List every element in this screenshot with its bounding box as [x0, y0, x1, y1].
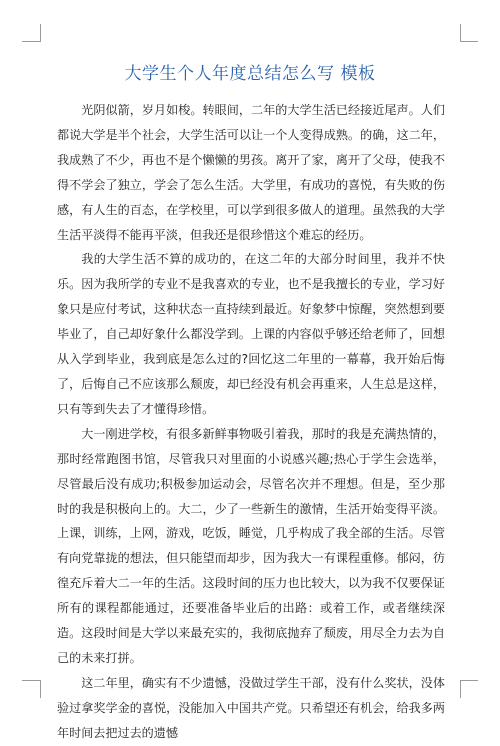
crop-mark-bottom-left	[40, 680, 41, 698]
crop-mark-top-right	[460, 24, 461, 42]
paragraph-3: 大一刚进学校，有很多新鲜事物吸引着我，那时的我是充满热情的，那时经常跑图书馆，尽管我只对里面的小说感兴趣;热心于学生会选举，尽管最后没有成功;积极参加运动会，尽管名次并不理想。但是，至少那时的我是积极向上的。大二，少了一些新生的激情，生活开始变得平淡。上课，训练，上网，游戏，吃饭，睡觉，几乎构成了我全部的生活。尽管有向党靠拢的想法，但只能望而却步，因为我大一有课程重修。郁闷，彷徨充斥着大二一年的生活。这段时间的压力也比较大，以为我不仅要保证所有的课程都能通过，还要准备毕业后的出路：或着工作，或者继续深造。这段时间是大学以来最充实的，我彻底抛弃了颓废，用尽全力去为自己的未来打拼。	[57, 426, 445, 665]
crop-mark-top-left	[22, 41, 40, 42]
crop-mark-bottom-left	[22, 680, 40, 681]
paragraph-2: 我的大学生活不算的成功的，在这二年的大部分时间里，我并不快乐。因为我所学的专业不是我喜欢的专业，也不是我擅长的专业，学习好象只是应付考试，这种状态一直持续到最近。好象梦中惊醒，突然想到要毕业了，自己却好象什么都没学到。上课的内容似乎够还给老师了，回想从入学到毕业，我到底是怎么过的?回忆这二年里的一幕幕，我开始后悔了，后悔自己不应该那么颓废，却已经没有机会再重来，人生总是这样，只有等到失去了才懂得珍惜。	[57, 252, 445, 416]
crop-mark-bottom-right	[460, 680, 461, 698]
paragraph-4: 这二年里，确实有不少遗憾，没做过学生干部，没有什么奖状，没体验过拿奖学金的喜悦，没能加入中国共产党。只希望还有机会，给我多两年时间去把过去的遗憾	[57, 675, 445, 740]
crop-mark-top-right	[460, 41, 478, 42]
document-title: 大学生个人年度总结怎么写 模板	[124, 64, 376, 84]
document-body	[57, 98, 445, 746]
paragraph-1: 光阴似箭，岁月如梭。转眼间，二年的大学生活已经接近尾声。人们都说大学是半个社会，大学生活可以让一个人变得成熟。的确，这二年，我成熟了不少，再也不是个懒懒的男孩。离开了家，离开了父母，使我不得不学会了独立，学会了怎么生活。大学里，有成功的喜悦，有失败的伤感，有人生的百态，在学校里，可以学到很多做人的道理。虽然我的大学生活平淡得不能再平淡，但我还是很珍惜这个难忘的经历。	[57, 103, 445, 242]
crop-mark-bottom-right	[460, 680, 478, 681]
crop-mark-top-left	[40, 24, 41, 42]
